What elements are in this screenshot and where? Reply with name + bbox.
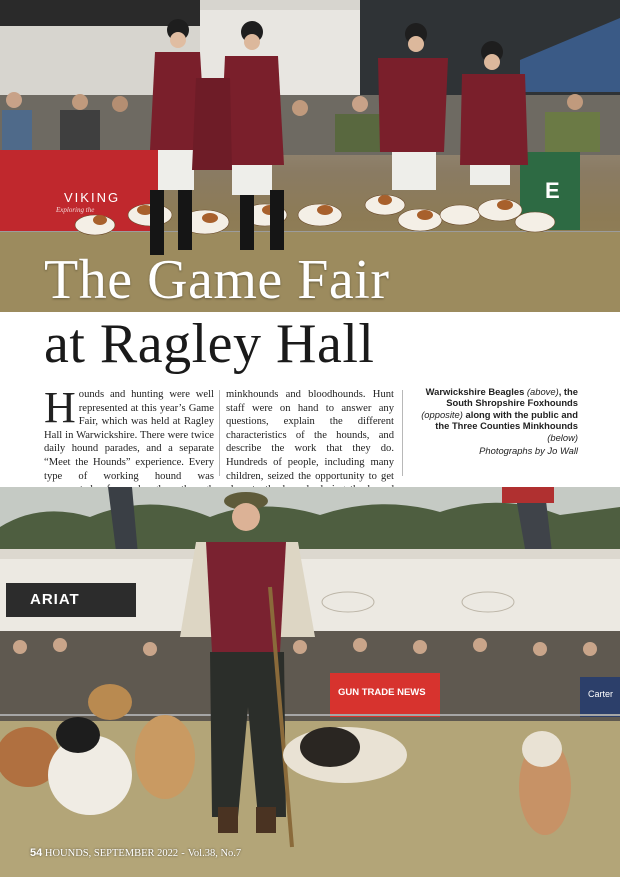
caption-foxhounds: , the South Shropshire Foxhounds [446,386,578,409]
caption-below: (below) [547,431,578,443]
page-title-line2: at Ragley Hall [44,313,375,375]
banner-text: VIKING [64,190,121,205]
caption-above: (above) [526,386,559,397]
ariat-sign-text: ARIAT [30,591,80,608]
carter-sign-text: Carter [588,689,614,699]
gun-trade-news-text: GUN TRADE NEWS [338,687,426,698]
article-text-2: minkhounds and bloodhounds. Hunt staff were on hand to answer any questions, explain the different characteristics of the hounds, and describe the work that they do. Hundreds of people, including many children, seized the opportunity to get [226,389,394,482]
article-text-1: ounds and hunting were well represented at this year’s Game Fair, which was held at Ragley Hall in Warwickshire. There were twice daily hound parades, and a separate “Meet the Hounds” experience. Every type of working hound was [44,389,214,482]
magazine-issue: HOUNDS, SEPTEMBER 2022 [44,848,179,859]
caption-public: along with the public and the Three Counties Minkhounds [435,408,578,432]
magazine-volume: Vol.38, No.7 [187,848,242,859]
drop-cap: H [44,383,76,432]
bottom-photo-minkhounds [0,487,620,877]
caption-beagles: Warwickshire Beagles [425,386,525,397]
caption-opposite: (opposite) [421,408,463,420]
page-title-line1: The Game Fair [44,249,390,311]
bottom-photo-scene [0,487,620,877]
photo-credit: Photographs by Jo Wall [479,445,578,457]
page-folio: 54 HOUNDS, SEPTEMBER 2022 - Vol.38, No.7 [30,847,242,859]
photo-caption [410,386,578,456]
column-divider [219,390,220,476]
banner-subtext: Exploring the [56,206,95,214]
page-number: 54 [30,847,43,859]
partial-sign-text: E [545,178,560,203]
column-divider [402,390,403,476]
